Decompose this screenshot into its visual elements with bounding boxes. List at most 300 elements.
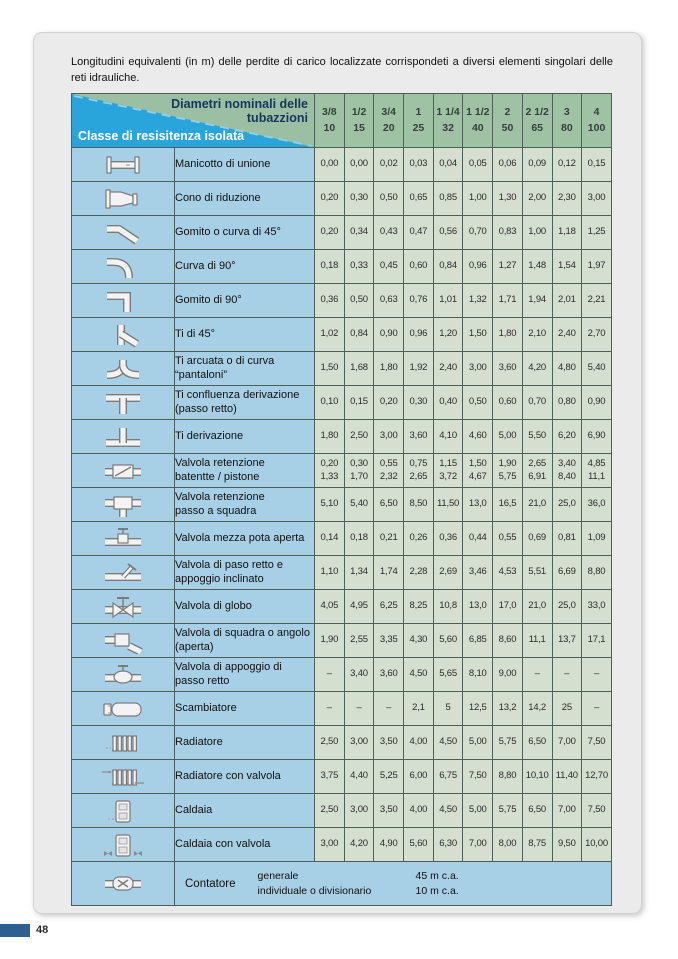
- value-line: 21,0: [528, 600, 546, 612]
- value-line: 0,34: [350, 226, 368, 238]
- value-line: 17,1: [587, 634, 606, 646]
- union-coupling-icon: [72, 152, 174, 178]
- value-line: –: [564, 668, 570, 680]
- value-cell: [374, 726, 404, 760]
- value-cell: [433, 318, 463, 352]
- inclined-valve-icon: [72, 560, 174, 586]
- value-line: 4,67: [468, 470, 487, 482]
- value-cell: [552, 386, 582, 420]
- value-cell: [522, 590, 552, 624]
- value-line: 1,80: [379, 362, 398, 374]
- value-line: 9,00: [498, 668, 517, 680]
- row-name-cell: [175, 284, 315, 318]
- table-footer-row: [72, 862, 612, 906]
- table-corner-cell: [72, 94, 315, 148]
- value-line: 0,50: [350, 294, 368, 306]
- pipe-dn-label: 100: [587, 121, 606, 134]
- row-name-cell: [175, 182, 315, 216]
- row-name-line: Radiatore: [175, 735, 223, 748]
- value-line: 1,02: [320, 328, 339, 340]
- column-header: [522, 94, 552, 148]
- value-line: 0,60: [498, 396, 517, 408]
- table-row: [72, 454, 612, 488]
- pipe-dn-label: 25: [412, 121, 425, 134]
- value-cell: [404, 318, 434, 352]
- column-header: [433, 94, 463, 148]
- row-icon-cell: [72, 352, 175, 386]
- value-line: 0,56: [439, 226, 457, 238]
- value-cell: [404, 624, 434, 658]
- value-cell: [344, 658, 374, 692]
- table-row: [72, 352, 612, 386]
- value-line: 0,55: [498, 532, 517, 544]
- value-cell: [552, 454, 582, 488]
- value-line: 0,43: [379, 226, 398, 238]
- value-cell: [522, 148, 552, 182]
- value-line: 1,97: [587, 260, 606, 272]
- value-line: 0,03: [409, 158, 428, 170]
- value-cell: [374, 522, 404, 556]
- value-cell: [433, 148, 463, 182]
- value-line: 4,95: [350, 600, 368, 612]
- value-line: 0,96: [409, 328, 428, 340]
- boiler-icon: [72, 798, 174, 824]
- value-cell: [374, 760, 404, 794]
- value-line: 5: [445, 702, 451, 714]
- value-cell: [344, 624, 374, 658]
- value-line: 5,75: [498, 804, 517, 816]
- value-cell: [374, 250, 404, 284]
- table-row: [72, 726, 612, 760]
- column-header: [463, 94, 493, 148]
- value-line: 0,44: [468, 532, 487, 544]
- stop-valve-icon: [72, 662, 174, 688]
- value-line: 3,50: [379, 736, 398, 748]
- value-cell: [315, 352, 345, 386]
- value-cell: [582, 488, 612, 522]
- value-line: 7,00: [468, 838, 487, 850]
- value-cell: [404, 692, 434, 726]
- value-line: 2,65: [409, 470, 428, 482]
- value-line: 13,2: [498, 702, 517, 714]
- value-line: 10,10: [525, 770, 549, 782]
- value-cell: [493, 692, 523, 726]
- value-line: 2,01: [557, 294, 576, 306]
- globe-valve-icon: [72, 594, 174, 620]
- row-icon-cell: [72, 624, 175, 658]
- value-line: 5,00: [468, 736, 487, 748]
- value-cell: [433, 590, 463, 624]
- row-name-cell: [175, 216, 315, 250]
- value-cell: [463, 726, 493, 760]
- value-cell: [433, 386, 463, 420]
- value-cell: [463, 828, 493, 862]
- value-line: 0,33: [350, 260, 368, 272]
- table-row: [72, 148, 612, 182]
- value-line: 1,20: [439, 328, 457, 340]
- value-cell: [582, 658, 612, 692]
- row-name-line: Valvola di squadra o angolo: [175, 626, 310, 639]
- value-line: 1,10: [320, 566, 339, 578]
- value-line: 2,50: [320, 804, 339, 816]
- tee-45-icon: [72, 322, 174, 348]
- value-cell: [433, 692, 463, 726]
- value-cell: [522, 692, 552, 726]
- value-cell: [404, 794, 434, 828]
- value-line: 4,85: [587, 458, 606, 470]
- row-name-cell: [175, 828, 315, 862]
- value-line: 3,60: [498, 362, 517, 374]
- pipe-size-label: 2: [504, 105, 511, 118]
- column-header: [493, 94, 523, 148]
- value-line: 0,20: [320, 458, 339, 470]
- value-cell: [582, 352, 612, 386]
- row-name-line: Valvola di appoggio di: [175, 660, 282, 673]
- value-cell: [522, 522, 552, 556]
- value-cell: [344, 386, 374, 420]
- value-line: 2,32: [379, 470, 398, 482]
- row-name-line: Caldaia: [175, 803, 213, 816]
- value-cell: [552, 658, 582, 692]
- value-line: 1,50: [468, 328, 487, 340]
- value-cell: [463, 454, 493, 488]
- value-cell: [344, 590, 374, 624]
- value-cell: [463, 760, 493, 794]
- row-name-line: (aperta): [175, 640, 214, 653]
- classe-resistenza-label: Classe di resisitenza isolata: [78, 129, 245, 143]
- row-icon-cell: [72, 420, 175, 454]
- row-icon-cell: [72, 556, 175, 590]
- value-line: 0,05: [468, 158, 487, 170]
- value-cell: [463, 794, 493, 828]
- value-cell: [582, 148, 612, 182]
- value-line: 0,60: [409, 260, 428, 272]
- value-cell: [493, 828, 523, 862]
- value-line: 0,21: [379, 532, 398, 544]
- value-cell: [433, 250, 463, 284]
- value-line: 1,90: [498, 458, 517, 470]
- value-line: 3,00: [350, 736, 368, 748]
- value-cell: [582, 386, 612, 420]
- value-line: 10,8: [439, 600, 457, 612]
- value-cell: [463, 318, 493, 352]
- value-cell: [493, 386, 523, 420]
- table-row: [72, 318, 612, 352]
- row-icon-cell: [72, 454, 175, 488]
- value-cell: [552, 794, 582, 828]
- value-line: 36,0: [587, 498, 606, 510]
- value-line: 1,00: [528, 226, 546, 238]
- row-name-line: Curva di 90°: [175, 259, 236, 272]
- value-cell: [404, 828, 434, 862]
- value-line: 11,1: [588, 470, 606, 482]
- value-cell: [315, 760, 345, 794]
- pipe-size-label: 3/4: [381, 105, 397, 118]
- value-cell: [493, 216, 523, 250]
- value-cell: [344, 556, 374, 590]
- value-cell: [552, 148, 582, 182]
- value-line: 0,90: [379, 328, 398, 340]
- contatore-line: individuale o divisionario 10 m c.a.: [257, 884, 459, 897]
- value-cell: [374, 284, 404, 318]
- value-line: 5,65: [439, 668, 457, 680]
- value-line: 0,20: [320, 192, 339, 204]
- value-cell: [315, 556, 345, 590]
- row-icon-cell: [72, 250, 175, 284]
- value-line: 1,70: [350, 470, 368, 482]
- contatore-label: Contatore: [185, 877, 236, 890]
- value-cell: [433, 624, 463, 658]
- value-line: 0,10: [320, 396, 339, 408]
- value-line: 5,40: [350, 498, 368, 510]
- value-line: 4,20: [528, 362, 546, 374]
- row-name-cell: [175, 454, 315, 488]
- value-line: 3,00: [320, 838, 339, 850]
- value-line: 2,55: [350, 634, 368, 646]
- value-cell: [582, 284, 612, 318]
- row-name-cell: [175, 692, 315, 726]
- value-cell: [315, 284, 345, 318]
- value-line: 21,0: [528, 498, 546, 510]
- value-cell: [522, 386, 552, 420]
- column-header: [582, 94, 612, 148]
- page-number: 48: [36, 924, 49, 936]
- row-name-cell: [175, 318, 315, 352]
- value-line: 1,01: [439, 294, 457, 306]
- table-row: [72, 420, 612, 454]
- row-name-line: Valvola di paso retto e: [175, 558, 284, 571]
- value-line: 1,33: [320, 470, 339, 482]
- contatore-details: [258, 869, 459, 898]
- value-line: 0,18: [350, 532, 368, 544]
- value-line: 6,50: [528, 736, 546, 748]
- value-cell: [433, 352, 463, 386]
- row-name-cell: [175, 420, 315, 454]
- value-line: 2,28: [409, 566, 428, 578]
- value-cell: [522, 828, 552, 862]
- value-cell: [522, 726, 552, 760]
- value-line: 2,40: [557, 328, 576, 340]
- value-line: –: [593, 668, 600, 680]
- value-line: 3,00: [468, 362, 487, 374]
- value-line: 0,02: [379, 158, 398, 170]
- value-line: 2,50: [320, 736, 339, 748]
- table-row: [72, 794, 612, 828]
- value-line: 3,72: [439, 470, 457, 482]
- value-line: 1,94: [528, 294, 546, 306]
- value-cell: [344, 488, 374, 522]
- value-line: 0,30: [350, 458, 368, 470]
- value-line: 8,80: [587, 566, 606, 578]
- table-row: [72, 692, 612, 726]
- value-line: 25,0: [557, 498, 576, 510]
- row-name-line: Gomito o curva di 45°: [175, 225, 281, 238]
- value-line: 8,60: [498, 634, 517, 646]
- value-line: 2,69: [439, 566, 457, 578]
- value-line: 2,1: [412, 702, 425, 714]
- value-cell: [374, 148, 404, 182]
- value-line: 0,83: [498, 226, 517, 238]
- value-cell: [522, 352, 552, 386]
- value-cell: [374, 794, 404, 828]
- value-line: 1,92: [409, 362, 428, 374]
- value-line: 5,25: [379, 770, 398, 782]
- pipe-dn-label: 10: [323, 121, 336, 134]
- value-line: 3,75: [320, 770, 339, 782]
- value-line: 0,50: [468, 396, 487, 408]
- value-line: 7,50: [587, 804, 606, 816]
- value-line: 1,00: [468, 192, 487, 204]
- value-cell: [315, 522, 345, 556]
- row-name-line: Ti di 45°: [175, 327, 216, 340]
- value-cell: [493, 760, 523, 794]
- value-cell: [552, 318, 582, 352]
- value-line: 0,69: [528, 532, 546, 544]
- value-line: 4,53: [498, 566, 517, 578]
- value-cell: [433, 522, 463, 556]
- value-line: 5,75: [498, 736, 517, 748]
- value-line: 6,69: [557, 566, 576, 578]
- value-line: 4,30: [409, 634, 428, 646]
- pipe-dn-label: 50: [501, 121, 514, 134]
- value-line: 0,20: [320, 226, 339, 238]
- value-line: 0,26: [409, 532, 428, 544]
- value-line: 7,00: [557, 736, 576, 748]
- table-header-row: [72, 94, 612, 148]
- value-line: 3,00: [379, 430, 398, 442]
- row-icon-cell: [72, 692, 175, 726]
- value-line: 7,50: [468, 770, 487, 782]
- value-line: 10,00: [585, 838, 608, 850]
- value-cell: [344, 148, 374, 182]
- value-line: 3,40: [350, 668, 368, 680]
- value-line: 1,54: [557, 260, 576, 272]
- row-name-line: Valvola retenzione: [175, 456, 265, 469]
- value-line: 0,45: [379, 260, 398, 272]
- value-cell: [315, 420, 345, 454]
- row-icon-cell: [72, 386, 175, 420]
- value-cell: [493, 726, 523, 760]
- value-cell: [582, 624, 612, 658]
- column-header: [552, 94, 582, 148]
- row-icon-cell: [72, 726, 175, 760]
- row-icon-cell: [72, 862, 175, 906]
- value-line: 25: [561, 702, 572, 714]
- value-cell: [552, 420, 582, 454]
- value-line: 2,50: [350, 430, 368, 442]
- value-cell: [463, 488, 493, 522]
- row-name-line: Valvola retenzione: [175, 490, 265, 503]
- row-name-line: Cono di riduzione: [175, 191, 261, 204]
- row-name-line: passo a squadra: [175, 504, 257, 517]
- value-line: 5,00: [468, 804, 487, 816]
- table-row: [72, 658, 612, 692]
- value-cell: [433, 488, 463, 522]
- value-cell: [493, 454, 523, 488]
- value-cell: [374, 590, 404, 624]
- row-name-line: (passo retto): [175, 402, 237, 415]
- value-cell: [404, 658, 434, 692]
- value-cell: [493, 284, 523, 318]
- value-cell: [582, 420, 612, 454]
- value-line: 1,50: [468, 458, 487, 470]
- value-cell: [463, 556, 493, 590]
- value-cell: [404, 284, 434, 318]
- value-cell: [552, 828, 582, 862]
- pipe-dn-label: 80: [561, 121, 573, 134]
- value-cell: [522, 760, 552, 794]
- value-cell: [433, 284, 463, 318]
- value-line: 12,5: [468, 702, 487, 714]
- value-cell: [344, 182, 374, 216]
- row-name-cell: [175, 148, 315, 182]
- value-line: 8,25: [409, 600, 428, 612]
- table-row: [72, 556, 612, 590]
- check-valve-icon: [72, 458, 174, 484]
- pipe-size-label: 1/2: [351, 105, 367, 118]
- pipe-size-label: 3: [563, 105, 570, 118]
- value-line: 0,20: [379, 396, 398, 408]
- value-line: 0,47: [409, 226, 428, 238]
- value-cell: [493, 182, 523, 216]
- contatore-line: generale 45 m c.a.: [257, 869, 459, 882]
- value-cell: [582, 794, 612, 828]
- value-cell: [404, 386, 434, 420]
- row-name-cell: [175, 726, 315, 760]
- value-cell: [552, 624, 582, 658]
- value-cell: [315, 488, 345, 522]
- value-line: 0,15: [350, 396, 368, 408]
- value-line: 5,51: [528, 566, 546, 578]
- value-line: 2,70: [587, 328, 606, 340]
- row-name-line: Valvola di globo: [175, 599, 252, 612]
- row-icon-cell: [72, 760, 175, 794]
- pipe-dn-label: 20: [382, 121, 395, 134]
- row-icon-cell: [72, 658, 175, 692]
- value-line: 3,40: [557, 458, 576, 470]
- value-cell: [315, 182, 345, 216]
- value-cell: [552, 216, 582, 250]
- value-cell: [344, 318, 374, 352]
- row-name-cell: [175, 522, 315, 556]
- value-cell: [315, 726, 345, 760]
- value-cell: [493, 590, 523, 624]
- value-cell: [374, 658, 404, 692]
- value-line: 0,75: [409, 458, 428, 470]
- value-line: 14,2: [528, 702, 546, 714]
- tee-branch-icon: [72, 424, 174, 450]
- value-line: 6,25: [379, 600, 398, 612]
- value-cell: [374, 828, 404, 862]
- value-cell: [463, 522, 493, 556]
- value-line: 2,10: [528, 328, 546, 340]
- value-line: –: [593, 702, 600, 714]
- table-row: [72, 216, 612, 250]
- value-line: 0,36: [320, 294, 339, 306]
- value-cell: [404, 454, 434, 488]
- value-line: 0,90: [587, 396, 606, 408]
- curve-90-icon: [72, 254, 174, 280]
- value-line: 3,60: [409, 430, 428, 442]
- value-cell: [552, 692, 582, 726]
- value-line: 4,50: [439, 804, 457, 816]
- value-line: 1,32: [468, 294, 487, 306]
- value-cell: [522, 488, 552, 522]
- value-line: 5,75: [498, 470, 517, 482]
- value-line: 6,50: [528, 804, 546, 816]
- value-line: 8,75: [528, 838, 546, 850]
- value-cell: [404, 148, 434, 182]
